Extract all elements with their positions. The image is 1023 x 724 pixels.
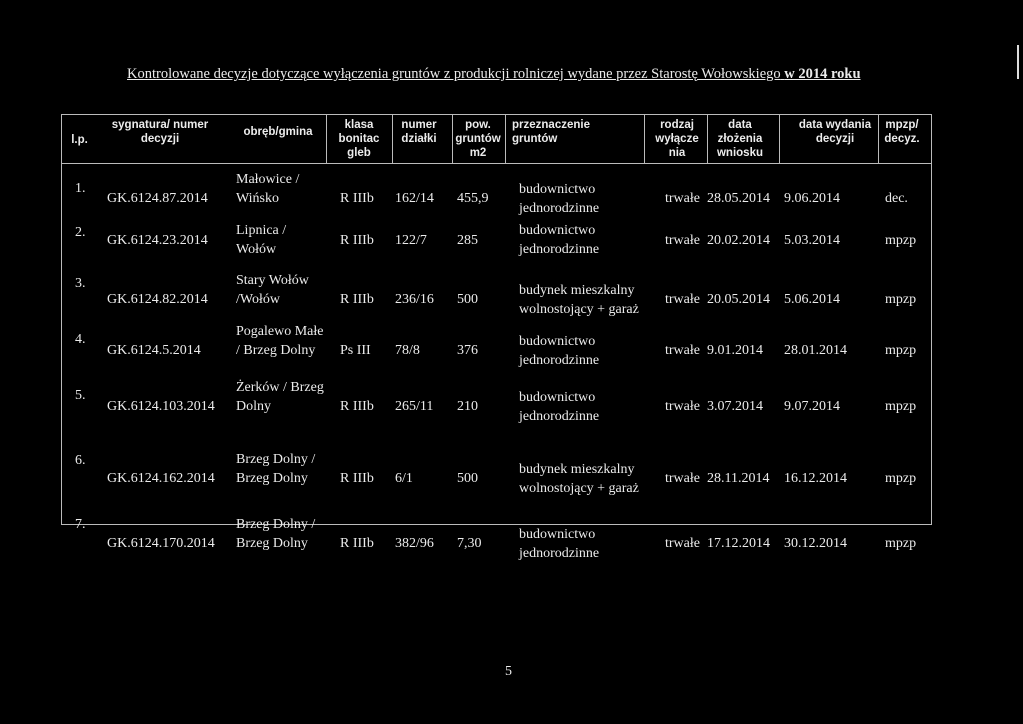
header-col-line [644, 115, 645, 163]
header-data-wydania: data wydania decyzji [798, 119, 872, 145]
row-data-wydania: 9.06.2014 [784, 191, 840, 206]
row-sygnatura: GK.6124.87.2014 [107, 191, 208, 206]
row-data-wydania: 16.12.2014 [784, 471, 847, 486]
row-mpzp: mpzp [885, 343, 917, 358]
header-przeznaczenie: przeznaczenie gruntów [512, 119, 590, 145]
page-number: 5 [505, 664, 512, 679]
row-numer: 162/14 [395, 191, 434, 206]
row-lp: 1. [75, 181, 86, 196]
header-col-line [779, 115, 780, 163]
header-klasa: klasa bonitac gleb [338, 119, 380, 159]
row-obreb: Lipnica / Wołów [236, 223, 287, 257]
row-data-wydania: 28.01.2014 [784, 343, 847, 358]
row-lp: 4. [75, 332, 86, 347]
row-pow: 376 [457, 343, 478, 358]
row-data-wydania: 30.12.2014 [784, 536, 847, 551]
row-numer: 382/96 [395, 536, 434, 551]
row-rodzaj: trwałe [665, 233, 700, 248]
row-pow: 455,9 [457, 191, 489, 206]
row-obreb: Stary Wołów /Wołów [236, 273, 309, 307]
row-przeznaczenie: budownictwo jednorodzinne [519, 390, 600, 424]
row-rodzaj: trwałe [665, 292, 700, 307]
row-przeznaczenie: budynek mieszkalny wolnostojący + garaż [519, 283, 639, 317]
header-col-line [326, 115, 327, 163]
row-mpzp: dec. [885, 191, 908, 206]
row-data-wydania: 9.07.2014 [784, 399, 840, 414]
row-lp: 3. [75, 276, 86, 291]
row-lp: 5. [75, 388, 86, 403]
row-numer: 236/16 [395, 292, 434, 307]
header-pow: pow. gruntów m2 [455, 119, 501, 159]
row-klasa: R IIIb [340, 191, 374, 206]
header-obreb: obręb/gmina [243, 126, 313, 138]
row-obreb: Małowice / Wińsko [236, 172, 300, 206]
row-data-zlozenia: 3.07.2014 [707, 399, 763, 414]
row-obreb: Pogalewo Małe / Brzeg Dolny [236, 324, 324, 358]
row-data-zlozenia: 20.02.2014 [707, 233, 770, 248]
title-text: Kontrolowane decyzje dotyczące wyłączenia gruntów z produkcji rolniczej wydane przez Starostę Wołowskiego [127, 66, 781, 82]
row-sygnatura: GK.6124.23.2014 [107, 233, 208, 248]
row-sygnatura: GK.6124.82.2014 [107, 292, 208, 307]
row-lp: 2. [75, 225, 86, 240]
row-klasa: Ps III [340, 343, 371, 358]
header-divider [62, 163, 931, 164]
row-przeznaczenie: budynek mieszkalny wolnostojący + garaż [519, 462, 639, 496]
row-przeznaczenie: budownictwo jednorodzinne [519, 223, 600, 257]
row-data-zlozenia: 17.12.2014 [707, 536, 770, 551]
row-sygnatura: GK.6124.170.2014 [107, 536, 215, 551]
row-data-zlozenia: 20.05.2014 [707, 292, 770, 307]
row-sygnatura: GK.6124.5.2014 [107, 343, 201, 358]
row-numer: 78/8 [395, 343, 420, 358]
row-data-wydania: 5.06.2014 [784, 292, 840, 307]
header-col-line [505, 115, 506, 163]
header-mpzp: mpzp/ decyz. [884, 119, 920, 145]
row-klasa: R IIIb [340, 399, 374, 414]
row-mpzp: mpzp [885, 399, 917, 414]
header-sygnatura: sygnatura/ numer decyzji [111, 119, 209, 145]
row-sygnatura: GK.6124.103.2014 [107, 399, 215, 414]
row-data-zlozenia: 28.05.2014 [707, 191, 770, 206]
row-obreb: Brzeg Dolny / Brzeg Dolny [236, 452, 316, 486]
row-klasa: R IIIb [340, 233, 374, 248]
row-mpzp: mpzp [885, 536, 917, 551]
row-pow: 210 [457, 399, 478, 414]
row-klasa: R IIIb [340, 471, 374, 486]
decisions-table [61, 114, 932, 525]
title-year: w 2014 roku [784, 66, 861, 82]
row-klasa: R IIIb [340, 536, 374, 551]
row-numer: 265/11 [395, 399, 434, 414]
row-obreb: Brzeg Dolny / Brzeg Dolny [236, 517, 316, 551]
header-numer: numer działki [401, 119, 437, 145]
row-przeznaczenie: budownictwo jednorodzinne [519, 182, 600, 216]
header-data-zlozenia: data złożenia wniosku [716, 119, 763, 159]
row-data-zlozenia: 9.01.2014 [707, 343, 763, 358]
row-numer: 122/7 [395, 233, 427, 248]
row-lp: 6. [75, 453, 86, 468]
document-title [127, 66, 861, 83]
row-klasa: R IIIb [340, 292, 374, 307]
row-przeznaczenie: budownictwo jednorodzinne [519, 334, 600, 368]
edge-mark [1017, 45, 1019, 79]
row-pow: 7,30 [457, 536, 482, 551]
row-rodzaj: trwałe [665, 536, 700, 551]
row-sygnatura: GK.6124.162.2014 [107, 471, 215, 486]
row-obreb: Żerków / Brzeg Dolny [236, 380, 324, 414]
header-lp: l.p. [71, 134, 88, 146]
row-lp: 7. [75, 517, 86, 532]
row-pow: 500 [457, 292, 478, 307]
row-data-wydania: 5.03.2014 [784, 233, 840, 248]
row-rodzaj: trwałe [665, 191, 700, 206]
row-mpzp: mpzp [885, 471, 917, 486]
row-rodzaj: trwałe [665, 471, 700, 486]
row-pow: 285 [457, 233, 478, 248]
header-rodzaj: rodzaj wyłącze nia [655, 119, 699, 159]
row-numer: 6/1 [395, 471, 413, 486]
row-pow: 500 [457, 471, 478, 486]
row-rodzaj: trwałe [665, 343, 700, 358]
row-mpzp: mpzp [885, 292, 917, 307]
row-data-zlozenia: 28.11.2014 [707, 471, 770, 486]
row-rodzaj: trwałe [665, 399, 700, 414]
row-mpzp: mpzp [885, 233, 917, 248]
row-przeznaczenie: budownictwo jednorodzinne [519, 527, 600, 561]
